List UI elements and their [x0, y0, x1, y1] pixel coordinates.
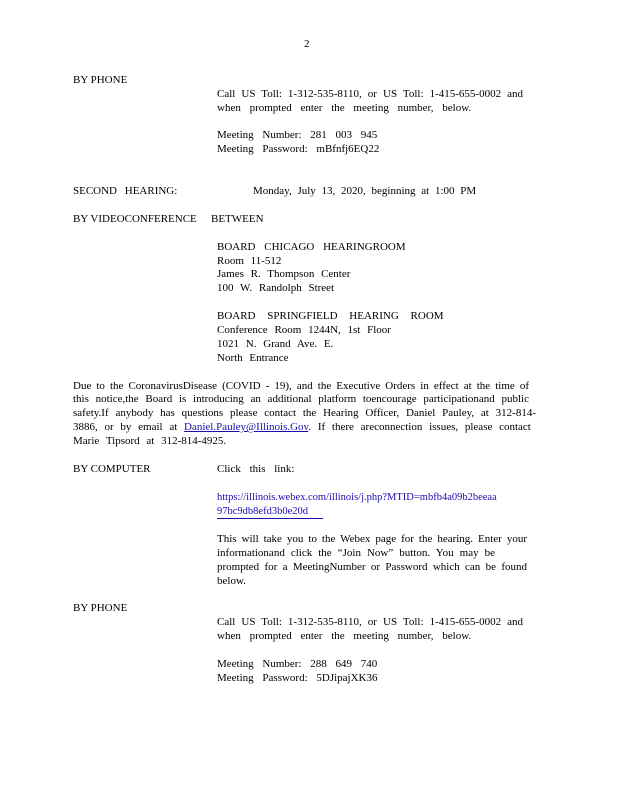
phone-toll-line-2: Call US Toll: 1-312-535-8110, or US Toll: 1-415-655-0002 and [217, 616, 523, 628]
covid-notice-line5: Marie Tipsord at 312-814-4925. [73, 435, 227, 447]
second-hearing-label: SECOND HEARING: [73, 185, 178, 197]
chicago-room-number: Room 11-512 [217, 255, 282, 267]
webex-desc-line2: informationand click the “Join Now” button. You may be [217, 547, 495, 559]
by-phone-label: BY PHONE [73, 74, 128, 86]
webex-desc-line4: below. [217, 575, 246, 587]
chicago-room-title: BOARD CHICAGO HEARINGROOM [217, 241, 406, 253]
covid-notice-line2: this notice,the Board is introducing an additional platform toencourage participationand public [73, 393, 529, 405]
springfield-room-number: Conference Room 1244N, 1st Floor [217, 324, 391, 336]
page-number: 2 [304, 38, 310, 50]
second-hearing-date: Monday, July 13, 2020, beginning at 1:00 PM [253, 185, 477, 197]
webex-link[interactable] [217, 491, 497, 505]
chicago-street: 100 W. Randolph Street [217, 282, 335, 294]
springfield-entrance: North Entrance [217, 352, 289, 364]
email-link[interactable]: Daniel.Pauley@Illinois.Gov [184, 421, 309, 433]
webex-desc-line3: prompted for a MeetingNumber or Password which can be found [217, 561, 527, 573]
webex-link-continued[interactable] [217, 505, 308, 519]
covid-notice-line1: Due to the CoronavirusDisease (COVID - 19), and the Executive Orders in effect at the time of [73, 380, 529, 392]
videoconference-label: BY VIDEOCONFERENCE [73, 213, 197, 225]
springfield-street: 1021 N. Grand Ave. E. [217, 338, 334, 350]
springfield-room-title: BOARD SPRINGFIELD HEARING ROOM [217, 310, 444, 322]
webex-link-line2[interactable]: 97bc9db8efd3b0e20d [217, 506, 308, 517]
chicago-building: James R. Thompson Center [217, 268, 351, 280]
by-computer-label: BY COMPUTER [73, 463, 151, 475]
by-phone-label-2: BY PHONE [73, 602, 128, 614]
covid-notice-line4-end: . If there areconnection issues, please contact [308, 421, 531, 433]
phone-prompt-line: when prompted enter the meeting number, below. [217, 102, 472, 114]
covid-notice-line3: safety.If anybody has questions please contact the Hearing Officer, Daniel Pauley, at 312-814- [73, 407, 536, 419]
covid-notice-line4 [73, 421, 531, 435]
webex-link-line1[interactable]: https://illinois.webex.com/illinois/j.php?MTID=mbfb4a09b2beeaa [217, 492, 497, 503]
webex-desc-line1: This will take you to the Webex page for the hearing. Enter your [217, 533, 527, 545]
meeting-password: Meeting Password: mBfnfj6EQ22 [217, 143, 380, 155]
between-label: BETWEEN [211, 213, 264, 225]
webex-link-underline [217, 518, 323, 519]
click-link-text: Click this link: [217, 463, 295, 475]
covid-notice-line4-start: 3886, or by email at [73, 421, 178, 433]
meeting-password-2: Meeting Password: 5DJipajXK36 [217, 672, 378, 684]
phone-toll-line: Call US Toll: 1-312-535-8110, or US Toll: 1-415-655-0002 and [217, 88, 523, 100]
meeting-number: Meeting Number: 281 003 945 [217, 129, 378, 141]
meeting-number-2: Meeting Number: 288 649 740 [217, 658, 378, 670]
phone-prompt-line-2: when prompted enter the meeting number, below. [217, 630, 472, 642]
